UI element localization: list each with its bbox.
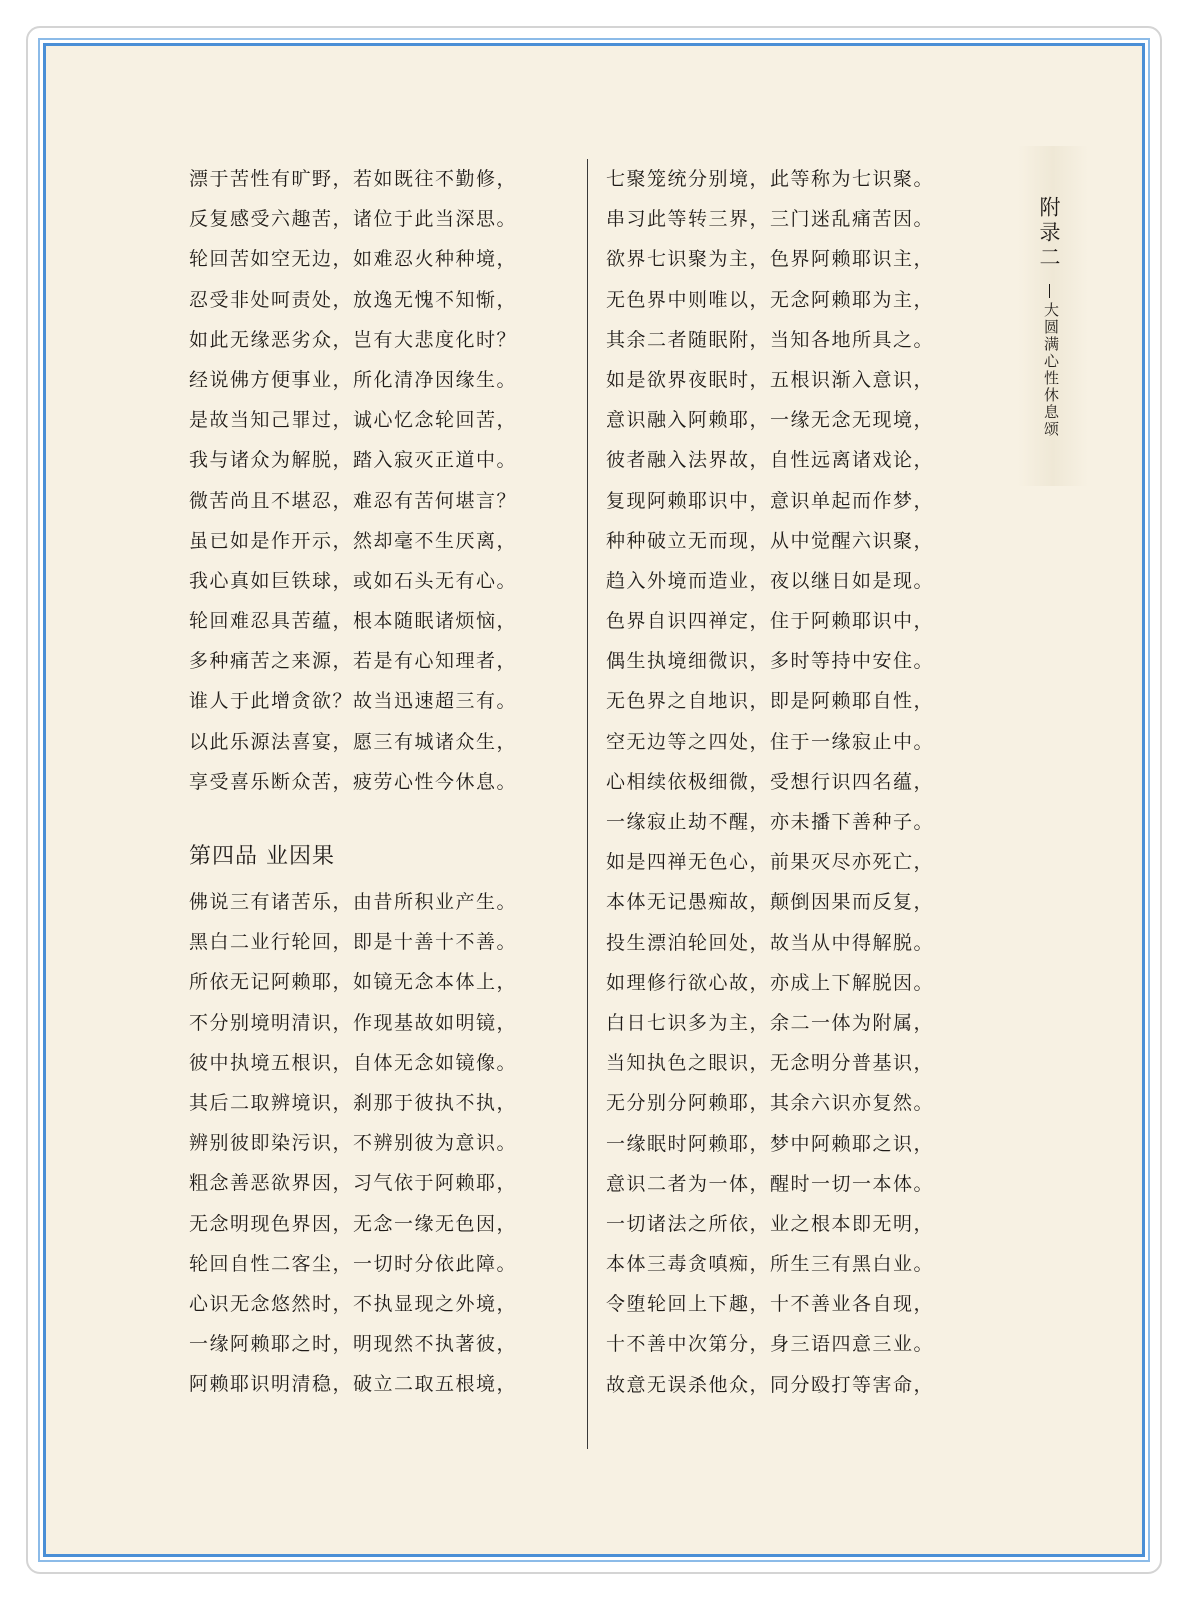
verse-line: 轮回难忍具苦蕴，根本随眠诸烦恼， [189,610,518,633]
verse-line: 趋入外境而造业，夜以继日如是现。 [606,569,935,592]
right-column [606,159,1006,1405]
verse-line: 心相续依极细微，受想行识四名蕴， [606,770,935,793]
verse-line: 如理修行欲心故，亦成上下解脱因。 [606,971,935,994]
verse-line: 享受喜乐断众苦，疲劳心性今休息。 [189,770,518,793]
verse-line: 彼中执境五根识，自体无念如镜像。 [189,1051,518,1074]
verse-line: 当知执色之眼识，无念明分普基识， [606,1052,935,1075]
verse-line: 轮回苦如空无边，如难忍火种种境， [189,248,518,271]
verse-line: 故意无误杀他众，同分殴打等害命， [606,1373,935,1396]
verse-line: 空无边等之四处，住于一缘寂止中。 [606,730,935,753]
verse-line: 色界自识四禅定，住于阿赖耶识中， [606,610,935,633]
verse-line: 我心真如巨铁球，或如石头无有心。 [189,569,518,592]
verse-line: 无念明现色界因，无念一缘无色因， [189,1212,518,1235]
verse-line: 意识二者为一体，醒时一切一本体。 [606,1172,935,1195]
verse-line: 复现阿赖耶识中，意识单起而作梦， [606,489,935,512]
verse-line: 不分别境明清识，作现基故如明镜， [189,1011,518,1034]
verse-line: 彼者融入法界故，自性远离诸戏论， [606,449,935,472]
chapter-heading: 第四品 业因果 [189,844,335,869]
column-divider [587,159,588,1449]
verse-line: 令堕轮回上下趣，十不善业各自现， [606,1293,935,1316]
verse-line: 是故当知己罪过，诚心忆念轮回苦， [189,409,518,432]
verse-line: 微苦尚且不堪忍，难忍有苦何堪言？ [189,489,518,512]
side-separator [1049,284,1050,298]
verse-line: 漂于苦性有旷野，若如既往不勤修， [189,168,518,190]
appendix-label: 附录二 [1037,196,1061,271]
verse-line: 其余二者随眠附，当知各地所具之。 [606,328,935,351]
verse-line: 一缘阿赖耶之时，明现然不执著彼， [189,1333,518,1356]
verse-line: 虽已如是作开示，然却毫不生厌离， [189,529,518,552]
verse-line: 七聚笼统分别境，此等称为七识聚。 [606,168,935,190]
verse-line: 投生漂泊轮回处，故当从中得解脱。 [606,931,935,954]
verse-line: 无色界之自地识，即是阿赖耶自性， [606,690,935,713]
verse-line: 粗念善恶欲界因，习气依于阿赖耶， [189,1172,518,1195]
verse-line: 本体无记愚痴故，颠倒因果而反复， [606,891,935,914]
book-page [46,46,1142,1554]
verse-line: 如是欲界夜眠时，五根识渐入意识， [606,368,935,391]
verse-line: 十不善中次第分，身三语四意三业。 [606,1333,935,1356]
verse-line: 偶生执境细微识，多时等持中安住。 [606,650,935,673]
verse-line: 其后二取辨境识，刹那于彼执不执， [189,1091,518,1114]
verse-line: 意识融入阿赖耶，一缘无念无现境， [606,409,935,432]
verse-line: 欲界七识聚为主，色界阿赖耶识主， [606,248,935,271]
verse-line: 如此无缘恶劣众，岂有大悲度化时？ [189,328,518,351]
verse-line: 多种痛苦之来源，若是有心知理者， [189,650,518,673]
verse-line: 心识无念悠然时，不执显现之外境， [189,1292,518,1315]
verse-line: 种种破立无而现，从中觉醒六识聚， [606,529,935,552]
verse-line: 一缘寂止劫不醒，亦未播下善种子。 [606,811,935,833]
left-column [189,159,569,1404]
verse-line: 经说佛方便事业，所化清净因缘生。 [189,368,518,391]
verse-line: 一缘眠时阿赖耶，梦中阿赖耶之识， [606,1132,935,1155]
verse-line: 阿赖耶识明清稳，破立二取五根境， [189,1373,518,1396]
verse-line: 无色界中则唯以，无念阿赖耶为主， [606,288,935,311]
verse-line: 反复感受六趣苦，诸位于此当深思。 [189,208,518,231]
verse-line: 忍受非处呵责处，放逸无愧不知惭， [189,288,518,311]
verse-line: 白日七识多为主，余二一体为附属， [606,1011,935,1034]
verse-line: 一切诸法之所依，业之根本即无明， [606,1212,935,1235]
verse-line: 本体三毒贪嗔痴，所生三有黑白业。 [606,1253,935,1276]
verse-line: 谁人于此增贪欲？故当迅速超三有。 [189,690,518,713]
verse-line: 轮回自性二客尘，一切时分依此障。 [189,1252,518,1275]
verse-line: 以此乐源法喜宴，愿三有城诸众生， [189,730,518,753]
verse-line: 无分别分阿赖耶，其余六识亦复然。 [606,1092,935,1115]
running-title: 大圆满心性休息颂 [1042,302,1060,438]
verse-block-lower [189,882,569,1404]
verse-line: 佛说三有诸苦乐，由昔所积业产生。 [189,891,518,913]
verse-line: 串习此等转三界，三门迷乱痛苦因。 [606,208,935,231]
page-frame [43,43,1145,1557]
verse-line: 辨别彼即染污识，不辨别彼为意识。 [189,1132,518,1155]
verse-line: 如是四禅无色心，前果灭尽亦死亡， [606,851,935,874]
verse-block-upper [189,159,569,802]
verse-line: 我与诸众为解脱，踏入寂灭正道中。 [189,449,518,472]
verse-line: 所依无记阿赖耶，如镜无念本体上， [189,971,518,994]
verse-line: 黑白二业行轮回，即是十善十不善。 [189,931,518,954]
